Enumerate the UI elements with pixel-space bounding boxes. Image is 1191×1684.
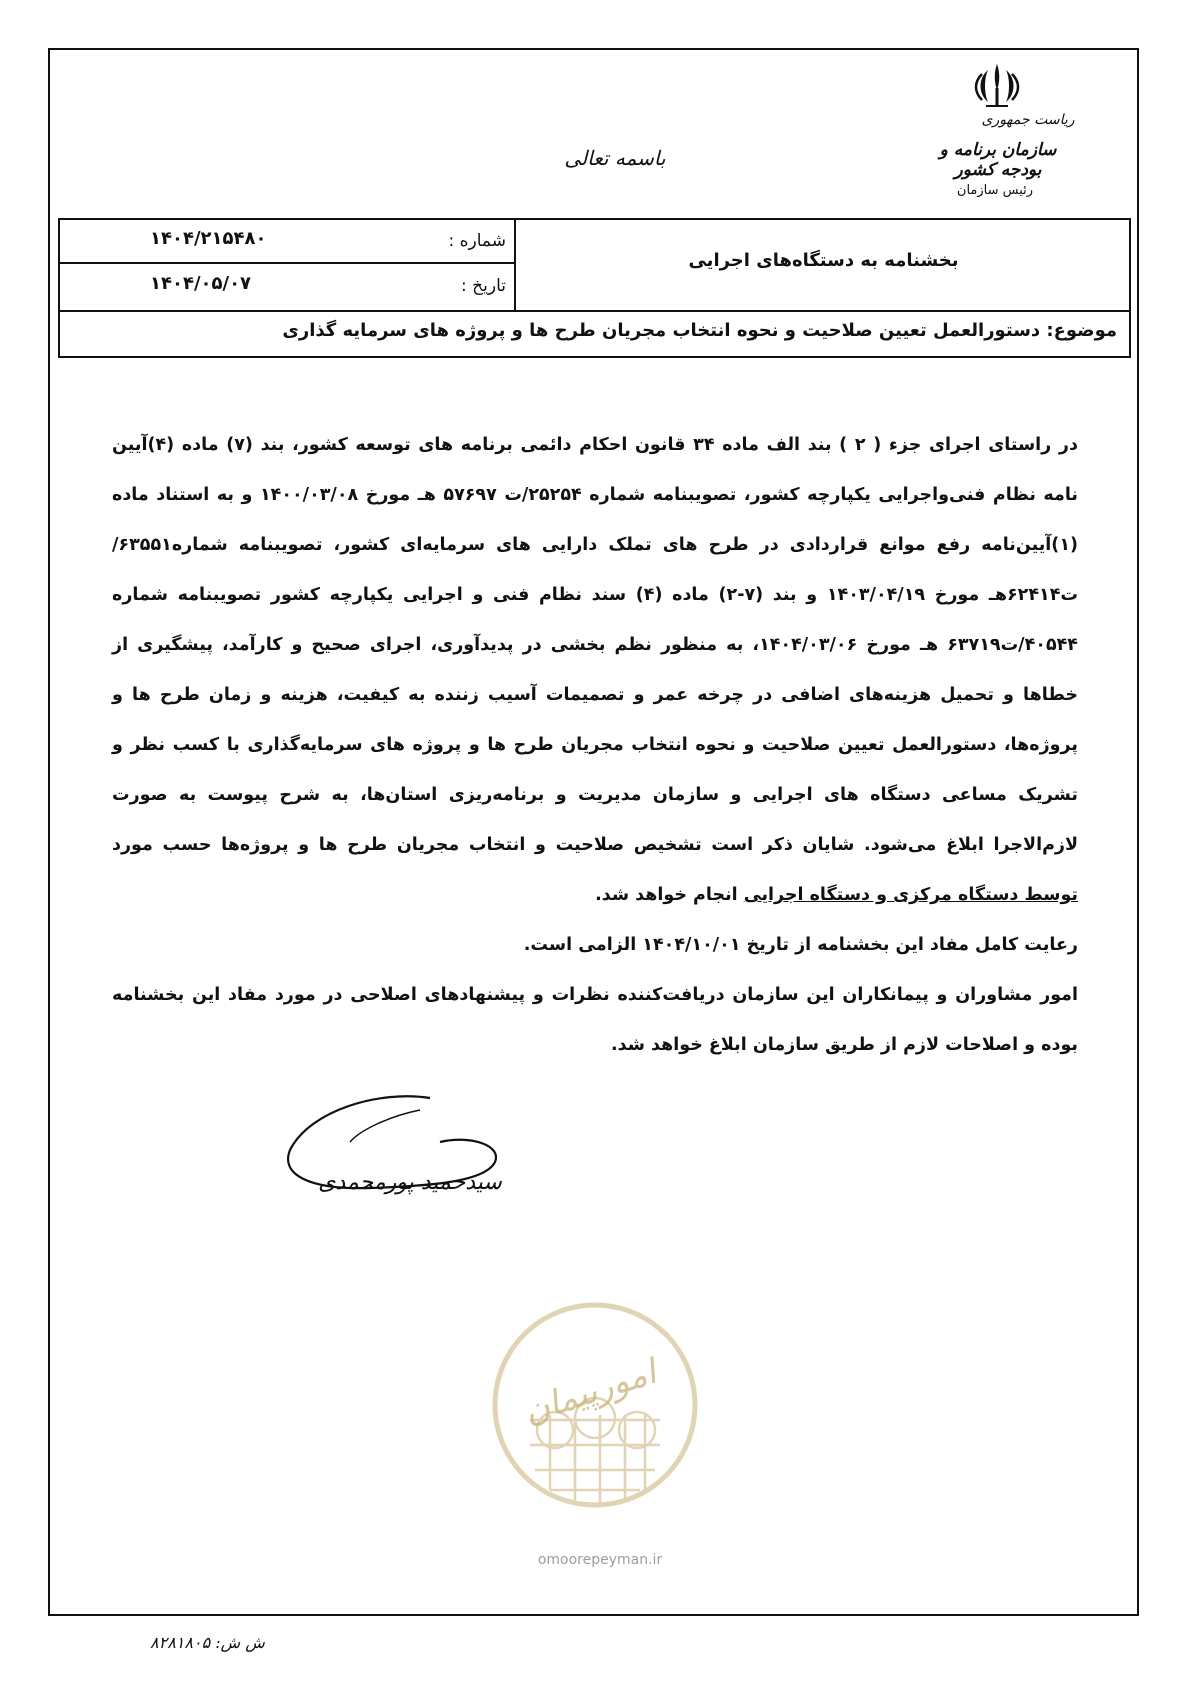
signatory-name: سیدحمید پورمحمدی <box>318 1170 502 1195</box>
iran-emblem-icon <box>972 60 1022 120</box>
divider <box>514 220 516 310</box>
org-line-head: رئیس سازمان <box>956 183 1034 198</box>
date-label: تاریخ : <box>461 276 506 296</box>
paragraph-text: انجام خواهد شد. <box>595 885 738 905</box>
letter-number-row <box>60 220 514 264</box>
subject-line: موضوع: دستورالعمل تعیین صلاحیت و نحوه انتخاب مجریان طرح ها و پروژه های سرمایه گذاری <box>282 320 1117 341</box>
paragraph-text: در راستای اجرای جزء ( ۲ ) بند الف ماده ۳۴ قانون احکام دائمی برنامه های توسعه کشور، بند (۷) ماده (۴)آیین نامه نظام فنی‌واجرایی یکپارچه کشور، تصویبنامه شماره ۲۵۲۵۴/ت ۵۷۶۹۷ هـ مورخ ۱۴۰۰/۰۳/۰۸ و به استناد ماده (۱)آیین‌نامه رفع موانع قراردادی در طرح های تملک دارایی های سرمایه‌ای کشور، تصویبنامه شماره۶۳۵۵۱/ت۶۲۴۱۴هـ مورخ ۱۴۰۳/۰۴/۱۹ و بند (۷-۲) ماده (۴) سند نظام فنی و اجرایی یکپارچه کشور تصویبنامه شماره ۴۰۵۴۴/ت۶۳۷۱۹ هـ مورخ ۱۴۰۴/۰۳/۰۶، به منظور نظم بخشی در پدیدآوری، اجرای صحیح و کارآمد، پیشگیری از خطاها و تحمیل هزینه‌های اضافی در چرخه عمر و تصمیمات آسیب زننده به کیفیت، هزینه و زمان طرح ها و پروژه‌ها، دستورالعمل تعیین صلاحیت و نحوه انتخاب مجریان طرح ها و پروژه های سرمایه‌گذاری با کسب نظر و تشریک مساعی دستگاه های اجرایی و سازمان مدیریت و برنامه‌ریزی استان‌ها، به شرح پیوست به صورت لازم‌الاجرا ابلاغ می‌شود. شایان ذکر است تشخیص صلاحیت و انتخاب مجریان طرح ها و پروژه‌ها حسب مورد <box>112 435 1079 855</box>
body-paragraph <box>112 420 1078 920</box>
body-paragraph: امور مشاوران و پیمانکاران این سازمان دریافت‌کننده نظرات و پیشنهادهای اصلاحی در مورد مفاد این بخشنامه بوده و اصلاحات لازم از طریق سازمان ابلاغ خواهد شد. <box>112 985 1078 1055</box>
underlined-text: توسط دستگاه مرکزی و دستگاه اجرایی <box>743 885 1078 905</box>
footer-code: ش ش: ۸۲۸۱۸۰۵ <box>150 1633 265 1652</box>
watermark-url: omoorepeyman.ir <box>537 1552 663 1568</box>
org-line-presidency: ریاست جمهوری <box>981 112 1075 128</box>
org-line-organization: سازمان برنامه و بودجه کشور <box>939 140 1057 180</box>
letter-body <box>112 420 1078 1070</box>
divider <box>60 310 1129 312</box>
letter-date-row <box>60 265 514 309</box>
recipient: بخشنامه به دستگاه‌های اجرایی <box>688 250 959 271</box>
watermark-title: امورپیمان <box>518 1351 662 1433</box>
body-paragraph: رعایت کامل مفاد این بخشنامه از تاریخ ۱۴۰۴/۱۰/۰۱ الزامی است. <box>523 935 1078 955</box>
watermark-logo <box>490 1290 700 1570</box>
basmala: باسمه تعالی <box>564 146 666 170</box>
letter-info-box <box>58 218 1131 358</box>
number-value: ۱۴۰۴/۲۱۵۴۸۰ <box>150 228 267 249</box>
number-label: شماره : <box>448 231 506 251</box>
date-value: ۱۴۰۴/۰۵/۰۷ <box>150 273 252 294</box>
